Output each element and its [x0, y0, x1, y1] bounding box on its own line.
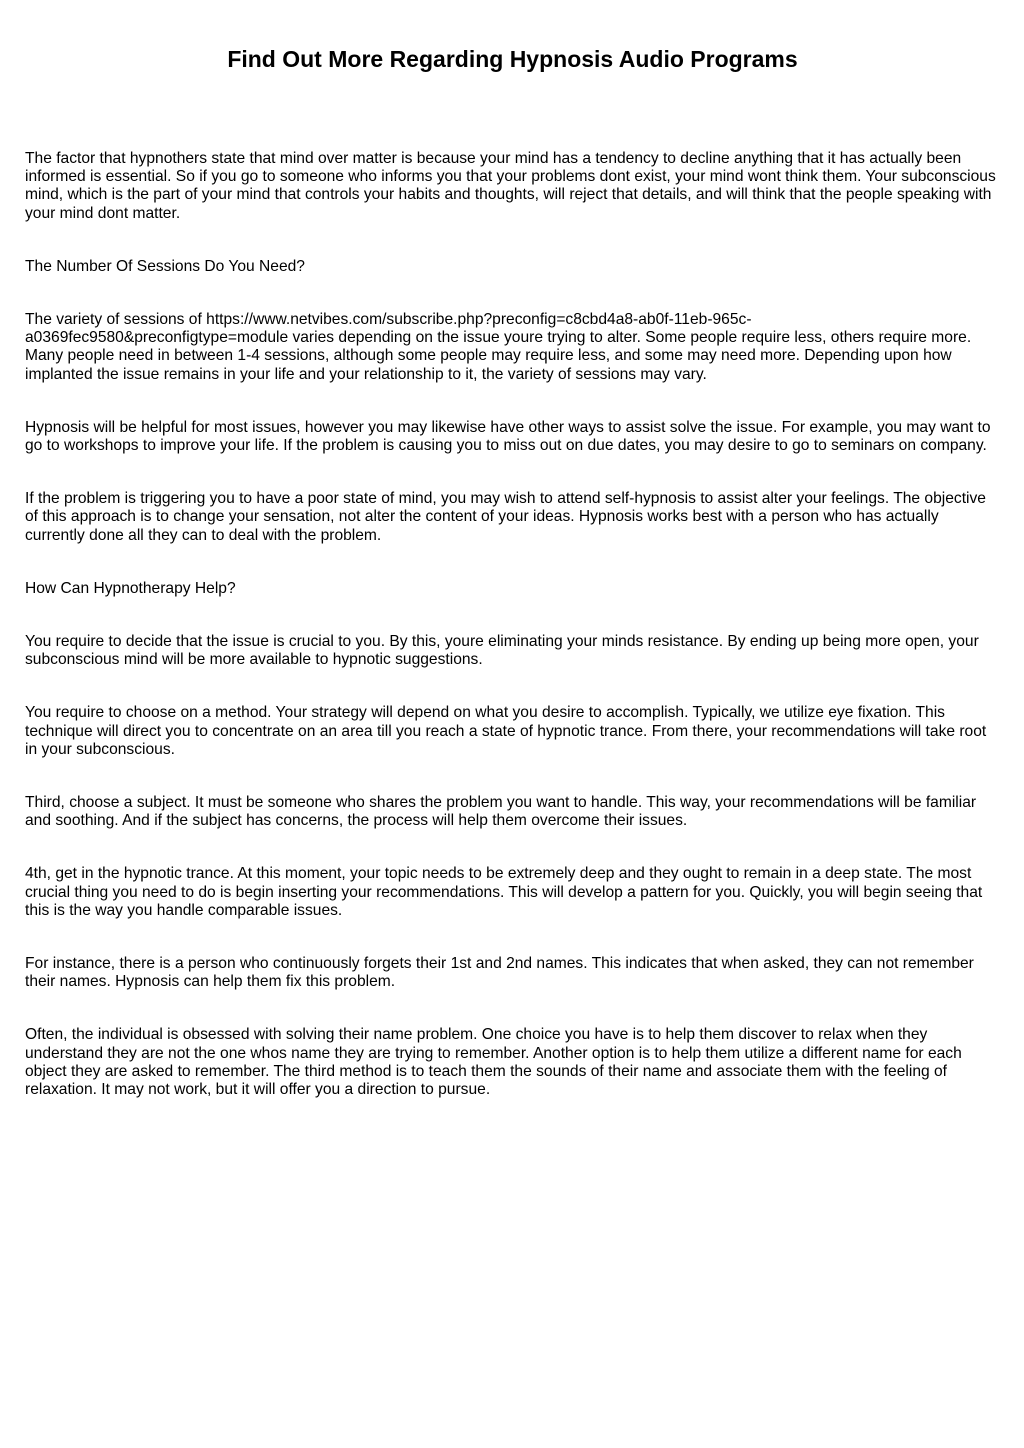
- paragraph-sessions: The variety of sessions of https://www.netvibes.com/subscribe.php?preconfig=c8cbd4a8-ab0f-11eb-965c-a0369fec9580&preconfigtype=module varies depending on the issue youre trying to alter. Some people require less, others require more. Many people need in between 1-4 sessions, although some people may require less, and some may need more. Depending upon how implanted the issue remains in your life and your relationship to it, the variety of sessions may vary.: [25, 311, 972, 383]
- paragraph-trance: 4th, get in the hypnotic trance. At this moment, your topic needs to be extremely deep and they ought to remain in a deep state. The most crucial thing you need to do is begin inserting your recommendations. This will develop a pattern for you. Quickly, you will begin seeing that this is the way you handle comparable issues.: [25, 865, 983, 919]
- document-body: [25, 150, 1000, 1099]
- paragraph-subject: Third, choose a subject. It must be someone who shares the problem you want to handle. This way, your recommendations will be familiar and soothing. And if the subject has concerns, the process will help them overcome their issues.: [25, 794, 977, 830]
- paragraph-often: Often, the individual is obsessed with solving their name problem. One choice you have is to help them discover to relax when they understand they are not the one whos name they are trying to remember. Another option is to help them utilize a different name for each object they are asked to remember. The third method is to teach them the sounds of their name and associate them with the feeling of relaxation. It may not work, but it will offer you a direction to pursue.: [25, 1026, 962, 1099]
- paragraph-intro: The factor that hypnothers state that mind over matter is because your mind has a tendency to decline anything that it has actually been informed is essential. So if you go to someone who informs you that your problems dont exist, your mind wont think them. Your subconscious mind, which is the part of your mind that controls your habits and thoughts, will reject that details, and will think that the people speaking with your mind dont matter.: [25, 150, 996, 222]
- paragraph-helpful: Hypnosis will be helpful for most issues, however you may likewise have other ways to assist solve the issue. For example, you may want to go to workshops to improve your life. If the problem is causing you to miss out on due dates, you may desire to go to seminars on company.: [25, 418, 991, 455]
- section-heading-hypnotherapy: How Can Hypnotherapy Help?: [25, 579, 236, 597]
- paragraph-instance: For instance, there is a person who continuously forgets their 1st and 2nd names. This indicates that when asked, they can not remember their names. Hypnosis can help them fix this problem.: [25, 955, 974, 991]
- page-title: Find Out More Regarding Hypnosis Audio Programs: [227, 46, 798, 72]
- section-heading-sessions: The Number Of Sessions Do You Need?: [25, 257, 305, 275]
- paragraph-state-of-mind: If the problem is triggering you to have a poor state of mind, you may wish to attend self-hypnosis to assist alter your feelings. The objective of this approach is to change your sensation, not alter the content of your ideas. Hypnosis works best with a person who has actually currently done all they can to deal with the problem.: [25, 490, 986, 544]
- paragraph-method: You require to choose on a method. Your strategy will depend on what you desire to accomplish. Typically, we utilize eye fixation. This technique will direct you to concentrate on an area till you reach a state of hypnotic trance. From there, your recommendations will take root in your subconscious.: [25, 704, 987, 758]
- paragraph-decide: You require to decide that the issue is crucial to you. By this, youre eliminating your minds resistance. By ending up being more open, your subconscious mind will be more available to hypnotic suggestions.: [25, 633, 979, 669]
